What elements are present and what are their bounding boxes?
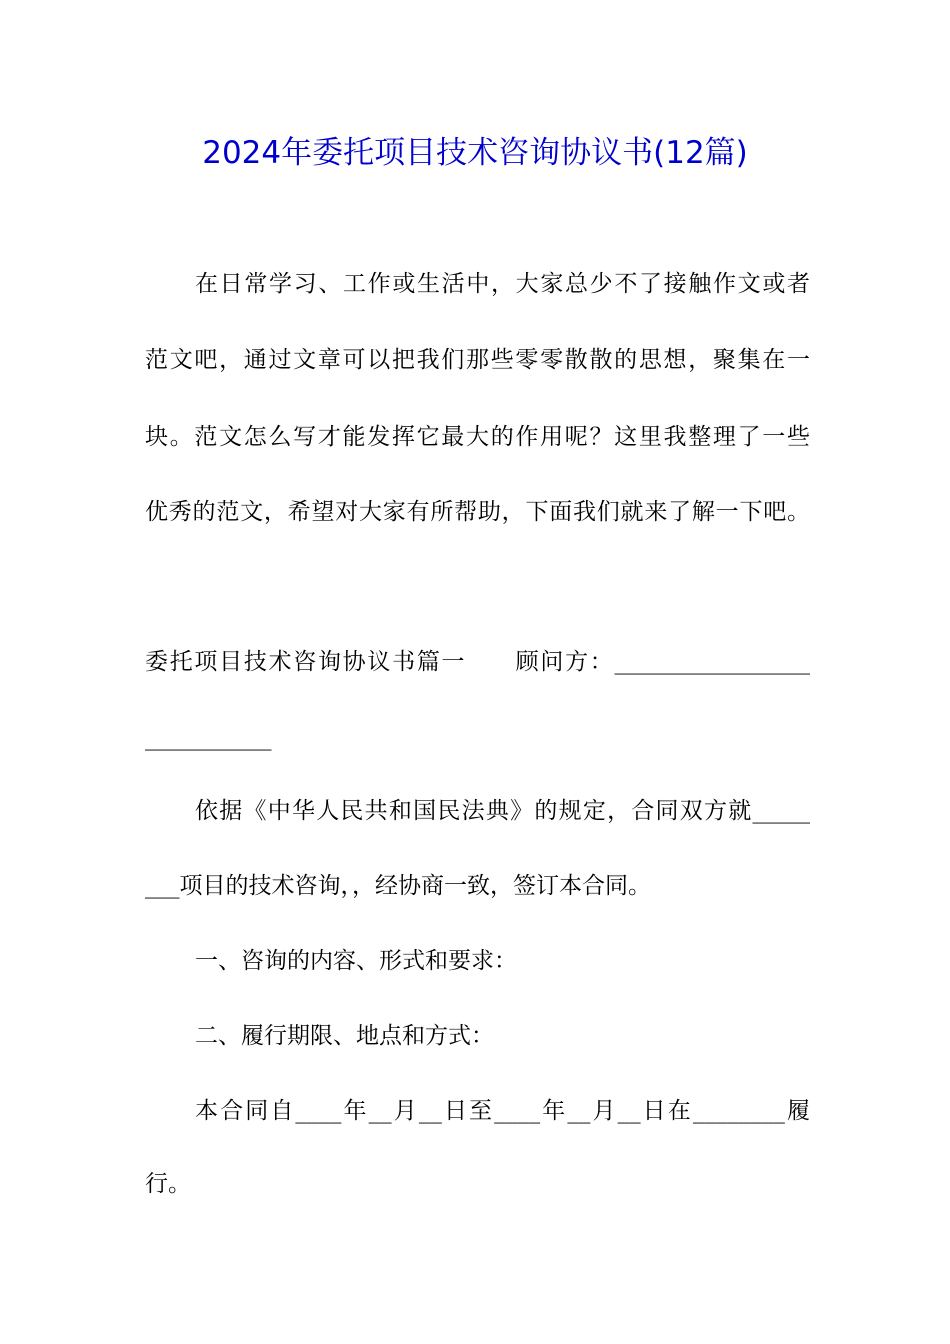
body-line-1: 依据《中华人民共和国民法典》的规定，合同双方就_____ bbox=[195, 798, 810, 824]
clause-2-heading: 二、履行期限、地点和方式： bbox=[195, 1023, 494, 1049]
section-heading-continuation: ___________ bbox=[145, 725, 272, 751]
section-heading-line: 委托项目技术咨询协议书篇一 顾问方：_________________ bbox=[145, 649, 810, 675]
body-line-term: 本合同自____年__月__日至____年__月__日在________履 bbox=[195, 1098, 810, 1124]
intro-line-4: 优秀的范文，希望对大家有所帮助，下面我们就来了解一下吧。 bbox=[145, 499, 810, 525]
document-title: 2024年委托项目技术咨询协议书(12篇) bbox=[202, 135, 748, 171]
intro-line-3: 块。范文怎么写才能发挥它最大的作用呢？这里我整理了一些 bbox=[145, 424, 810, 450]
body-line-term-end: 行。 bbox=[145, 1171, 191, 1197]
intro-line-1: 在日常学习、工作或生活中，大家总少不了接触作文或者 bbox=[195, 271, 810, 297]
clause-1-heading: 一、咨询的内容、形式和要求： bbox=[195, 948, 517, 974]
body-line-2: ___项目的技术咨询，，经协商一致，签订本合同。 bbox=[145, 873, 651, 899]
intro-line-2: 范文吧，通过文章可以把我们那些零零散散的思想，聚集在一 bbox=[145, 347, 810, 373]
